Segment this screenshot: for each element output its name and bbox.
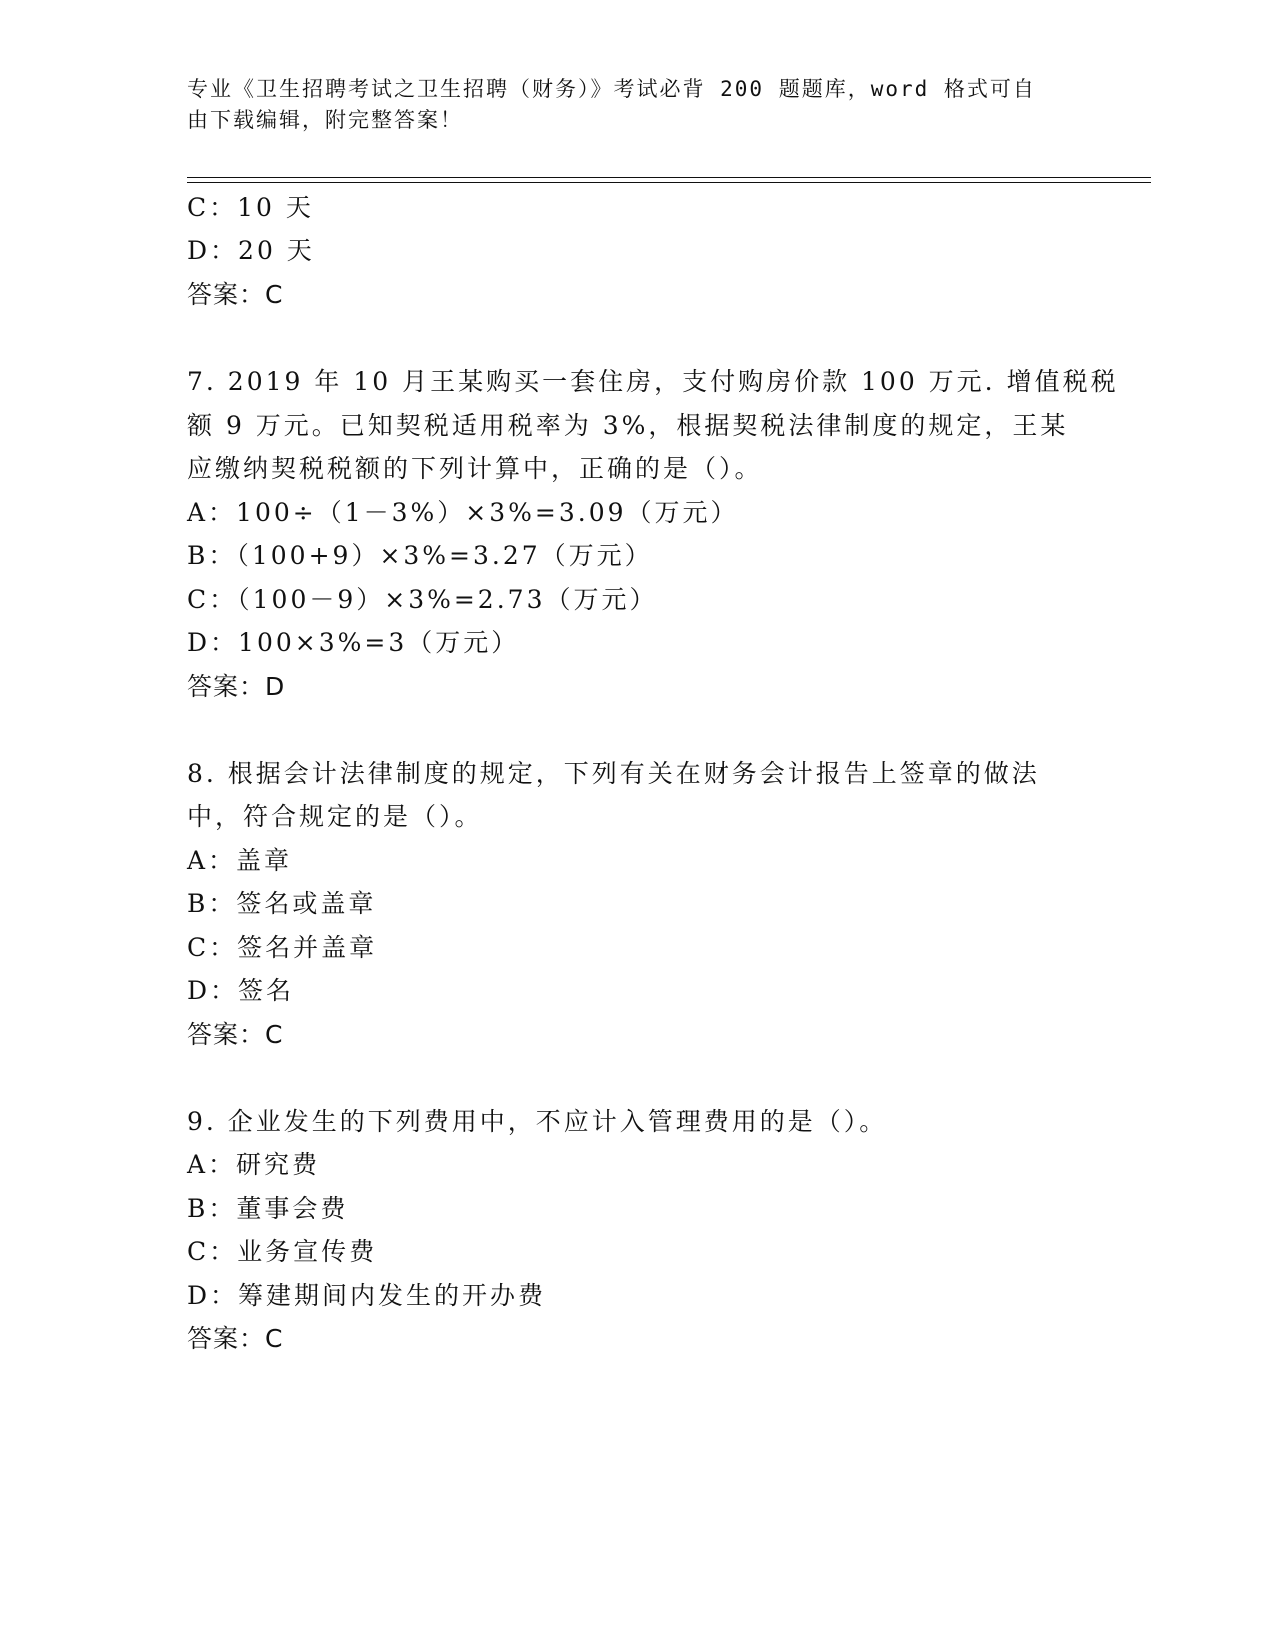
q7-answer: 答案：D xyxy=(187,672,286,701)
q8-option-d: D：签名 xyxy=(187,976,295,1005)
q9-text-line-1: 9. 企业发生的下列费用中，不应计入管理费用的是（）。 xyxy=(187,1107,888,1136)
q7-option-c: C：（100－9）×3%=2.73（万元） xyxy=(187,585,658,614)
header-divider-top xyxy=(187,177,1151,178)
q7-text-line-1: 7. 2019 年 10 月王某购买一套住房，支付购房价款 100 万元. 增值税税 xyxy=(187,367,1119,396)
q9-option-a: A：研究费 xyxy=(187,1150,321,1179)
q7-option-b: B：（100+9）×3%=3.27（万元） xyxy=(187,541,653,570)
q9-option-b: B：董事会费 xyxy=(187,1194,349,1223)
q8-option-a: A：盖章 xyxy=(187,846,293,875)
header-line-2: 由下载编辑，附完整答案！ xyxy=(187,108,463,132)
header-line-1: 专业《卫生招聘考试之卫生招聘（财务）》考试必背 200 题题库，word 格式可自 xyxy=(187,77,1036,101)
prev-option-d: D：20 天 xyxy=(187,236,315,265)
q8-text-line-2: 中，符合规定的是（）。 xyxy=(187,802,483,831)
q8-option-b: B：签名或盖章 xyxy=(187,889,377,918)
prev-option-c: C：10 天 xyxy=(187,193,314,222)
q8-answer: 答案：C xyxy=(187,1020,284,1049)
q7-option-a: A：100÷（1－3%）×3%=3.09（万元） xyxy=(187,498,739,527)
q7-text-line-2: 额 9 万元。已知契税适用税率为 3%，根据契税法律制度的规定，王某 xyxy=(187,411,1069,440)
prev-answer: 答案：C xyxy=(187,280,284,309)
q8-option-c: C：签名并盖章 xyxy=(187,933,378,962)
header-divider-bottom xyxy=(187,182,1151,183)
q9-answer: 答案：C xyxy=(187,1324,284,1353)
q9-option-d: D：筹建期间内发生的开办费 xyxy=(187,1281,547,1310)
q9-option-c: C：业务宣传费 xyxy=(187,1237,378,1266)
q7-text-line-3: 应缴纳契税税额的下列计算中，正确的是（）。 xyxy=(187,454,763,483)
document-header xyxy=(187,74,1087,136)
q7-option-d: D：100×3%=3（万元） xyxy=(187,628,520,657)
q8-text-line-1: 8. 根据会计法律制度的规定，下列有关在财务会计报告上签章的做法 xyxy=(187,759,1040,788)
